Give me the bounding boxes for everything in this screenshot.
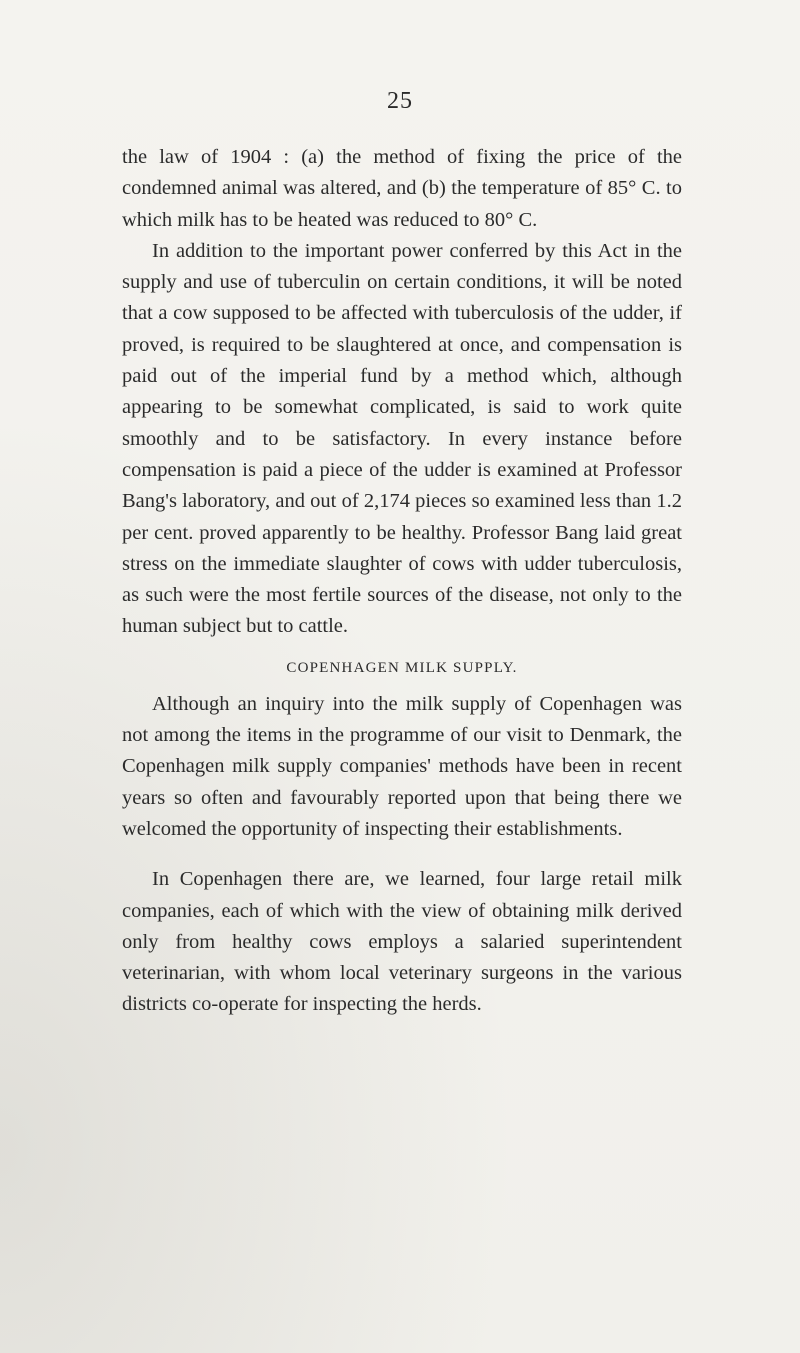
page-number: 25 xyxy=(387,88,413,114)
paragraph-milk-companies: In Copenhagen there are, we learned, four large retail milk companies, each of which with the view of obtaining milk derived only from healthy cows employs a salaried superintendent veterinarian, with whom local veterinary surgeons in the various districts co-operate for inspecting the herds. xyxy=(122,868,682,1016)
paragraph-tuberculin: In addition to the important power conferred by this Act in the supply and use of tuberculin on certain conditions, it will be noted that a cow supposed to be affected with tuberculosis of the udder, if proved, is required to be slaughtered at once, and compensation is paid out of the imperial fund by a method which, although appearing to be somewhat complicated, is said to work quite smoothly and to be satisfactory. In every instance before compensation is paid a piece of the udder is examined at Professor Bang's laboratory, and out of 2,174 pieces so examined less than 1.2 per cent. proved apparently to be healthy. Professor Bang laid great stress on the immediate slaughter of cows with udder tuberculosis, as such were the most fertile sources of the disease, not only to the human subject but to cattle. xyxy=(122,239,682,638)
paragraph-continuation: the law of 1904 : (a) the method of fixing the price of the condemned animal was altered, and (b) the temperature of 85° C. to which milk has to be heated was reduced to 80° C. xyxy=(122,146,682,231)
body-text xyxy=(122,142,682,1021)
paragraph-milk-supply-inquiry: Although an inquiry into the milk supply of Copenhagen was not among the items in the programme of our visit to Denmark, the Copenhagen milk supply companies' methods have been in recent years so often and favourably reported upon that being there we welcomed the opportunity of inspecting their establishments. xyxy=(122,692,682,840)
section-heading: COPENHAGEN MILK SUPPLY. xyxy=(286,659,518,676)
